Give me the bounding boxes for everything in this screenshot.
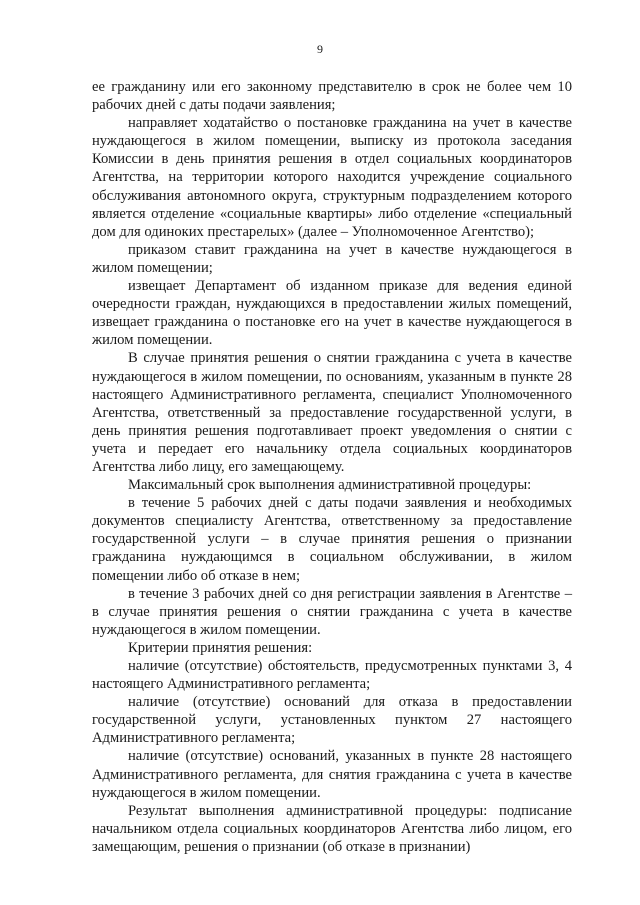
body-text xyxy=(92,78,572,856)
paragraph: В случае принятия решения о снятии гражданина с учета в качестве нуждающегося в жилом помещении, по основаниям, указанным в пункте 28 настоящего Административного регламента, специалист Уполномоченного Агентства, ответственный за предоставление государственной услуги, в день принятия решения подготавливает проект уведомления о снятии с учета и передает его начальнику отдела социальных координаторов Агентства либо лицу, его замещающему. xyxy=(92,350,572,475)
paragraph: Результат выполнения административной процедуры: подписание начальником отдела социальных координаторов Агентства либо лицом, его замещающим, решения о признании (об отказе в признании) xyxy=(92,802,572,855)
paragraph: в течение 3 рабочих дней со дня регистрации заявления в Агентстве – в случае принятия решения о снятии гражданина с учета в качестве нуждающегося в жилом помещении. xyxy=(92,585,572,638)
paragraph: извещает Департамент об изданном приказе для ведения единой очередности граждан, нуждающихся в предоставлении жилых помещений, извещает гражданина о постановке его на учет в качестве нуждающегося в жилом помещении. xyxy=(92,278,572,349)
page-number: 9 xyxy=(317,42,323,56)
paragraph: в течение 5 рабочих дней с даты подачи заявления и необходимых документов специалисту Агентства, ответственному за предоставление государственной услуги – в случае принятия решения о признании гражданина нуждающимся в социальном обслуживании, в жилом помещении либо об отказе в нем; xyxy=(92,495,572,584)
paragraph: наличие (отсутствие) оснований, указанных в пункте 28 настоящего Административного регламента, для снятия гражданина с учета в качестве нуждающегося в жилом помещении. xyxy=(92,748,572,801)
paragraph: приказом ставит гражданина на учет в качестве нуждающегося в жилом помещении; xyxy=(92,241,572,276)
paragraph: наличие (отсутствие) обстоятельств, предусмотренных пунктами 3, 4 настоящего Административного регламента; xyxy=(92,658,572,693)
paragraph: ее гражданину или его законному представителю в срок не более чем 10 рабочих дней с даты подачи заявления; xyxy=(92,79,572,114)
paragraph: направляет ходатайство о постановке гражданина на учет в качестве нуждающегося в жилом помещении, выписку из протокола заседания Комиссии в день принятия решения в отдел социальных координаторов Агентства, на территории которого находится учреждение социального обслуживания автономного округа, структурным подразделением которого является отделение «социальные квартиры» либо отделение «специальный дом для одиноких престарелых» (далее – Уполномоченное Агентство); xyxy=(92,115,572,240)
paragraph: Максимальный срок выполнения административной процедуры: xyxy=(128,477,532,494)
paragraph: наличие (отсутствие) оснований для отказа в предоставлении государственной услуги, установленных пунктом 27 настоящего Административного регламента; xyxy=(92,694,572,747)
paragraph: Критерии принятия решения: xyxy=(128,639,313,656)
